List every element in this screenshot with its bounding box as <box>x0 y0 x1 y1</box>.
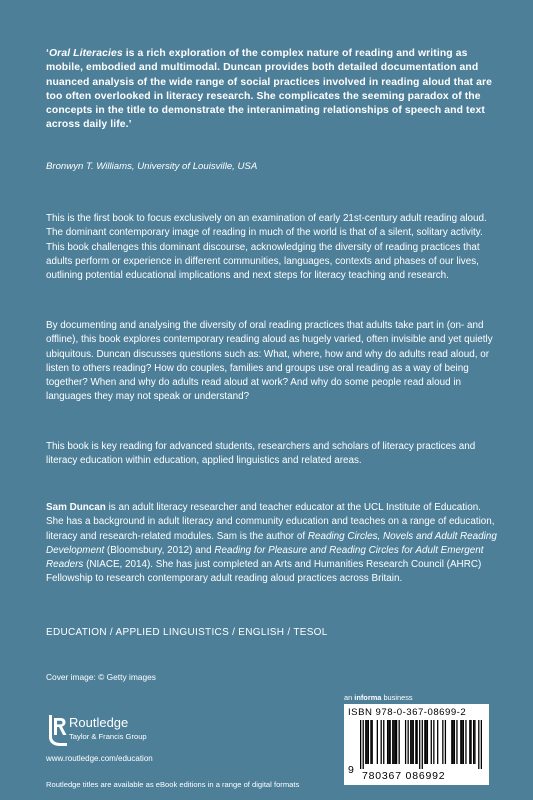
barcode-bar <box>461 720 462 764</box>
barcode-bar <box>368 720 369 764</box>
barcode-bar <box>410 720 411 764</box>
barcode-bar <box>469 720 470 764</box>
barcode-bar <box>405 720 406 764</box>
description-paragraph-2: By documenting and analysing the diversity of oral reading practices that adults take part in (on- and offline), this book explores contemporary reading aloud as hugely varied, often invisible and yet quietly ubiquitous. Duncan discusses questions such as: What, where, how and why do adults read aloud, or listen to others reading? How do couples, families and groups use oral reading as a way of being together? When and why do adults read aloud at work? And why do some people read aloud in languages they may not speak or understand? <box>46 320 493 403</box>
publisher-group: Taylor & Francis Group <box>69 732 147 741</box>
description-paragraph-1: This is the first book to focus exclusively on an examination of early 21st-century adult reading aloud. The dominant contemporary image of reading in much of the world is that of a silent, solitary activity. This book challenges this dominant discourse, acknowledging the diversity of reading practices that adults perform or experience in different communities, languages, contexts and phases of our lives, outlining potential educational implications and next steps for literacy teaching and research. <box>46 213 487 282</box>
author-bio-text-2: (Bloomsbury, 2012) and <box>104 544 215 556</box>
barcode-bar <box>396 720 397 764</box>
barcode-bar <box>437 720 438 764</box>
barcode-bar <box>470 720 471 764</box>
barcode-bar <box>390 720 391 764</box>
barcode-digits: 780367 086992 <box>362 770 446 782</box>
routledge-logo-icon <box>46 713 70 747</box>
barcode-bar <box>473 720 474 764</box>
barcode-bar <box>422 720 423 769</box>
barcode-bar <box>392 720 393 764</box>
barcode-bars <box>360 720 482 769</box>
barcode-bar <box>399 720 400 764</box>
barcode-bar <box>383 720 384 764</box>
barcode-bar <box>417 720 418 764</box>
barcode-bar <box>366 720 367 764</box>
ebook-note: Routledge titles are available as eBook editions in a range of digital formats <box>46 780 300 789</box>
barcode-lead-digit: 9 <box>348 764 354 776</box>
barcode-bar <box>481 720 482 769</box>
barcode-bar <box>456 720 457 764</box>
barcode-bar <box>478 720 479 769</box>
barcode-bar <box>445 720 446 764</box>
author-bio-text-3: (NIACE, 2014). She has just completed an Arts and Humanities Research Council (AHRC) Fellowship to research contemporary adult reading aloud practices across Britain. <box>46 559 482 585</box>
barcode-bar <box>372 720 373 764</box>
barcode-bar <box>451 720 452 764</box>
barcode-bar <box>454 720 455 764</box>
barcode-bar <box>388 720 389 764</box>
author-bio-text-1: is an adult literacy researcher and teacher educator at the UCL Institute of Education. She has a background in adult literacy and community education and teaches on a range of education, literacy and research-related modules. Sam is the author of <box>46 502 495 542</box>
isbn-label: ISBN 978-0-367-08699-2 <box>348 707 467 718</box>
author-book-2: Reading for Pleasure and Reading Circles for Adult Emergent Readers <box>46 544 484 571</box>
cover-image-credit: Cover image: © Getty images <box>46 672 156 682</box>
barcode-bar <box>370 720 371 764</box>
informa-wordmark: informa <box>354 693 382 702</box>
endorsement-quote <box>46 47 498 133</box>
barcode-panel <box>344 704 489 785</box>
barcode-bar <box>363 720 364 769</box>
author-book-1: Reading Circles, Novels and Adult Reading Development <box>46 530 497 556</box>
informa-suffix: business <box>381 693 413 702</box>
publisher-website: www.routledge.com/education <box>46 754 153 763</box>
author-name: Sam Duncan <box>46 502 106 513</box>
barcode-bar <box>377 720 378 764</box>
informa-business-line <box>344 693 413 702</box>
author-bio <box>46 501 498 587</box>
barcode-bar <box>425 720 426 764</box>
publisher-name: Routledge <box>69 715 129 730</box>
quote-body: is a rich exploration of the complex nature of reading and writing as mobile, embodied and multimodal. Duncan provides both detailed documentation and nuanced analysis of the wide range of social practices involved in reading aloud that are too often overlooked in literacy research. She complicates the seeming paradox of the concepts in the title to demonstrate the interanimating relationships of speech and text across daily life.’ <box>46 48 493 131</box>
barcode-bar <box>463 720 464 764</box>
barcode-bar <box>419 720 420 769</box>
barcode-bar <box>474 720 475 764</box>
barcode-bar <box>411 720 412 764</box>
endorsement-attribution: Bronwyn T. Williams, University of Louisville, USA <box>46 161 258 172</box>
barcode-bar <box>360 720 361 769</box>
barcode-bar <box>408 720 409 764</box>
barcode-bar <box>424 720 425 764</box>
barcode-bar <box>415 720 416 764</box>
barcode-bar <box>460 720 461 764</box>
barcode-bar <box>465 720 466 764</box>
description-paragraph-3: This book is key reading for advanced students, researchers and scholars of literacy practices and literacy education within education, applied linguistics and related areas. <box>46 441 476 467</box>
barcode-bar <box>427 720 428 764</box>
quoted-book-title: Oral Literacies <box>49 48 123 59</box>
barcode-bar <box>433 720 434 764</box>
barcode-bar <box>387 720 388 764</box>
barcode-bar <box>365 720 366 764</box>
quote-open-mark: ‘ <box>46 48 49 59</box>
subject-categories: EDUCATION / APPLIED LINGUISTICS / ENGLISH / TESOL <box>46 627 328 638</box>
barcode-bar <box>393 720 394 764</box>
barcode-bar <box>395 720 396 764</box>
barcode-bar <box>442 720 443 764</box>
barcode-bar <box>452 720 453 764</box>
informa-prefix: an <box>344 693 355 702</box>
barcode-bar <box>413 720 414 764</box>
barcode-bar <box>431 720 432 764</box>
publisher-logo <box>46 712 186 754</box>
barcode-bar <box>381 720 382 764</box>
